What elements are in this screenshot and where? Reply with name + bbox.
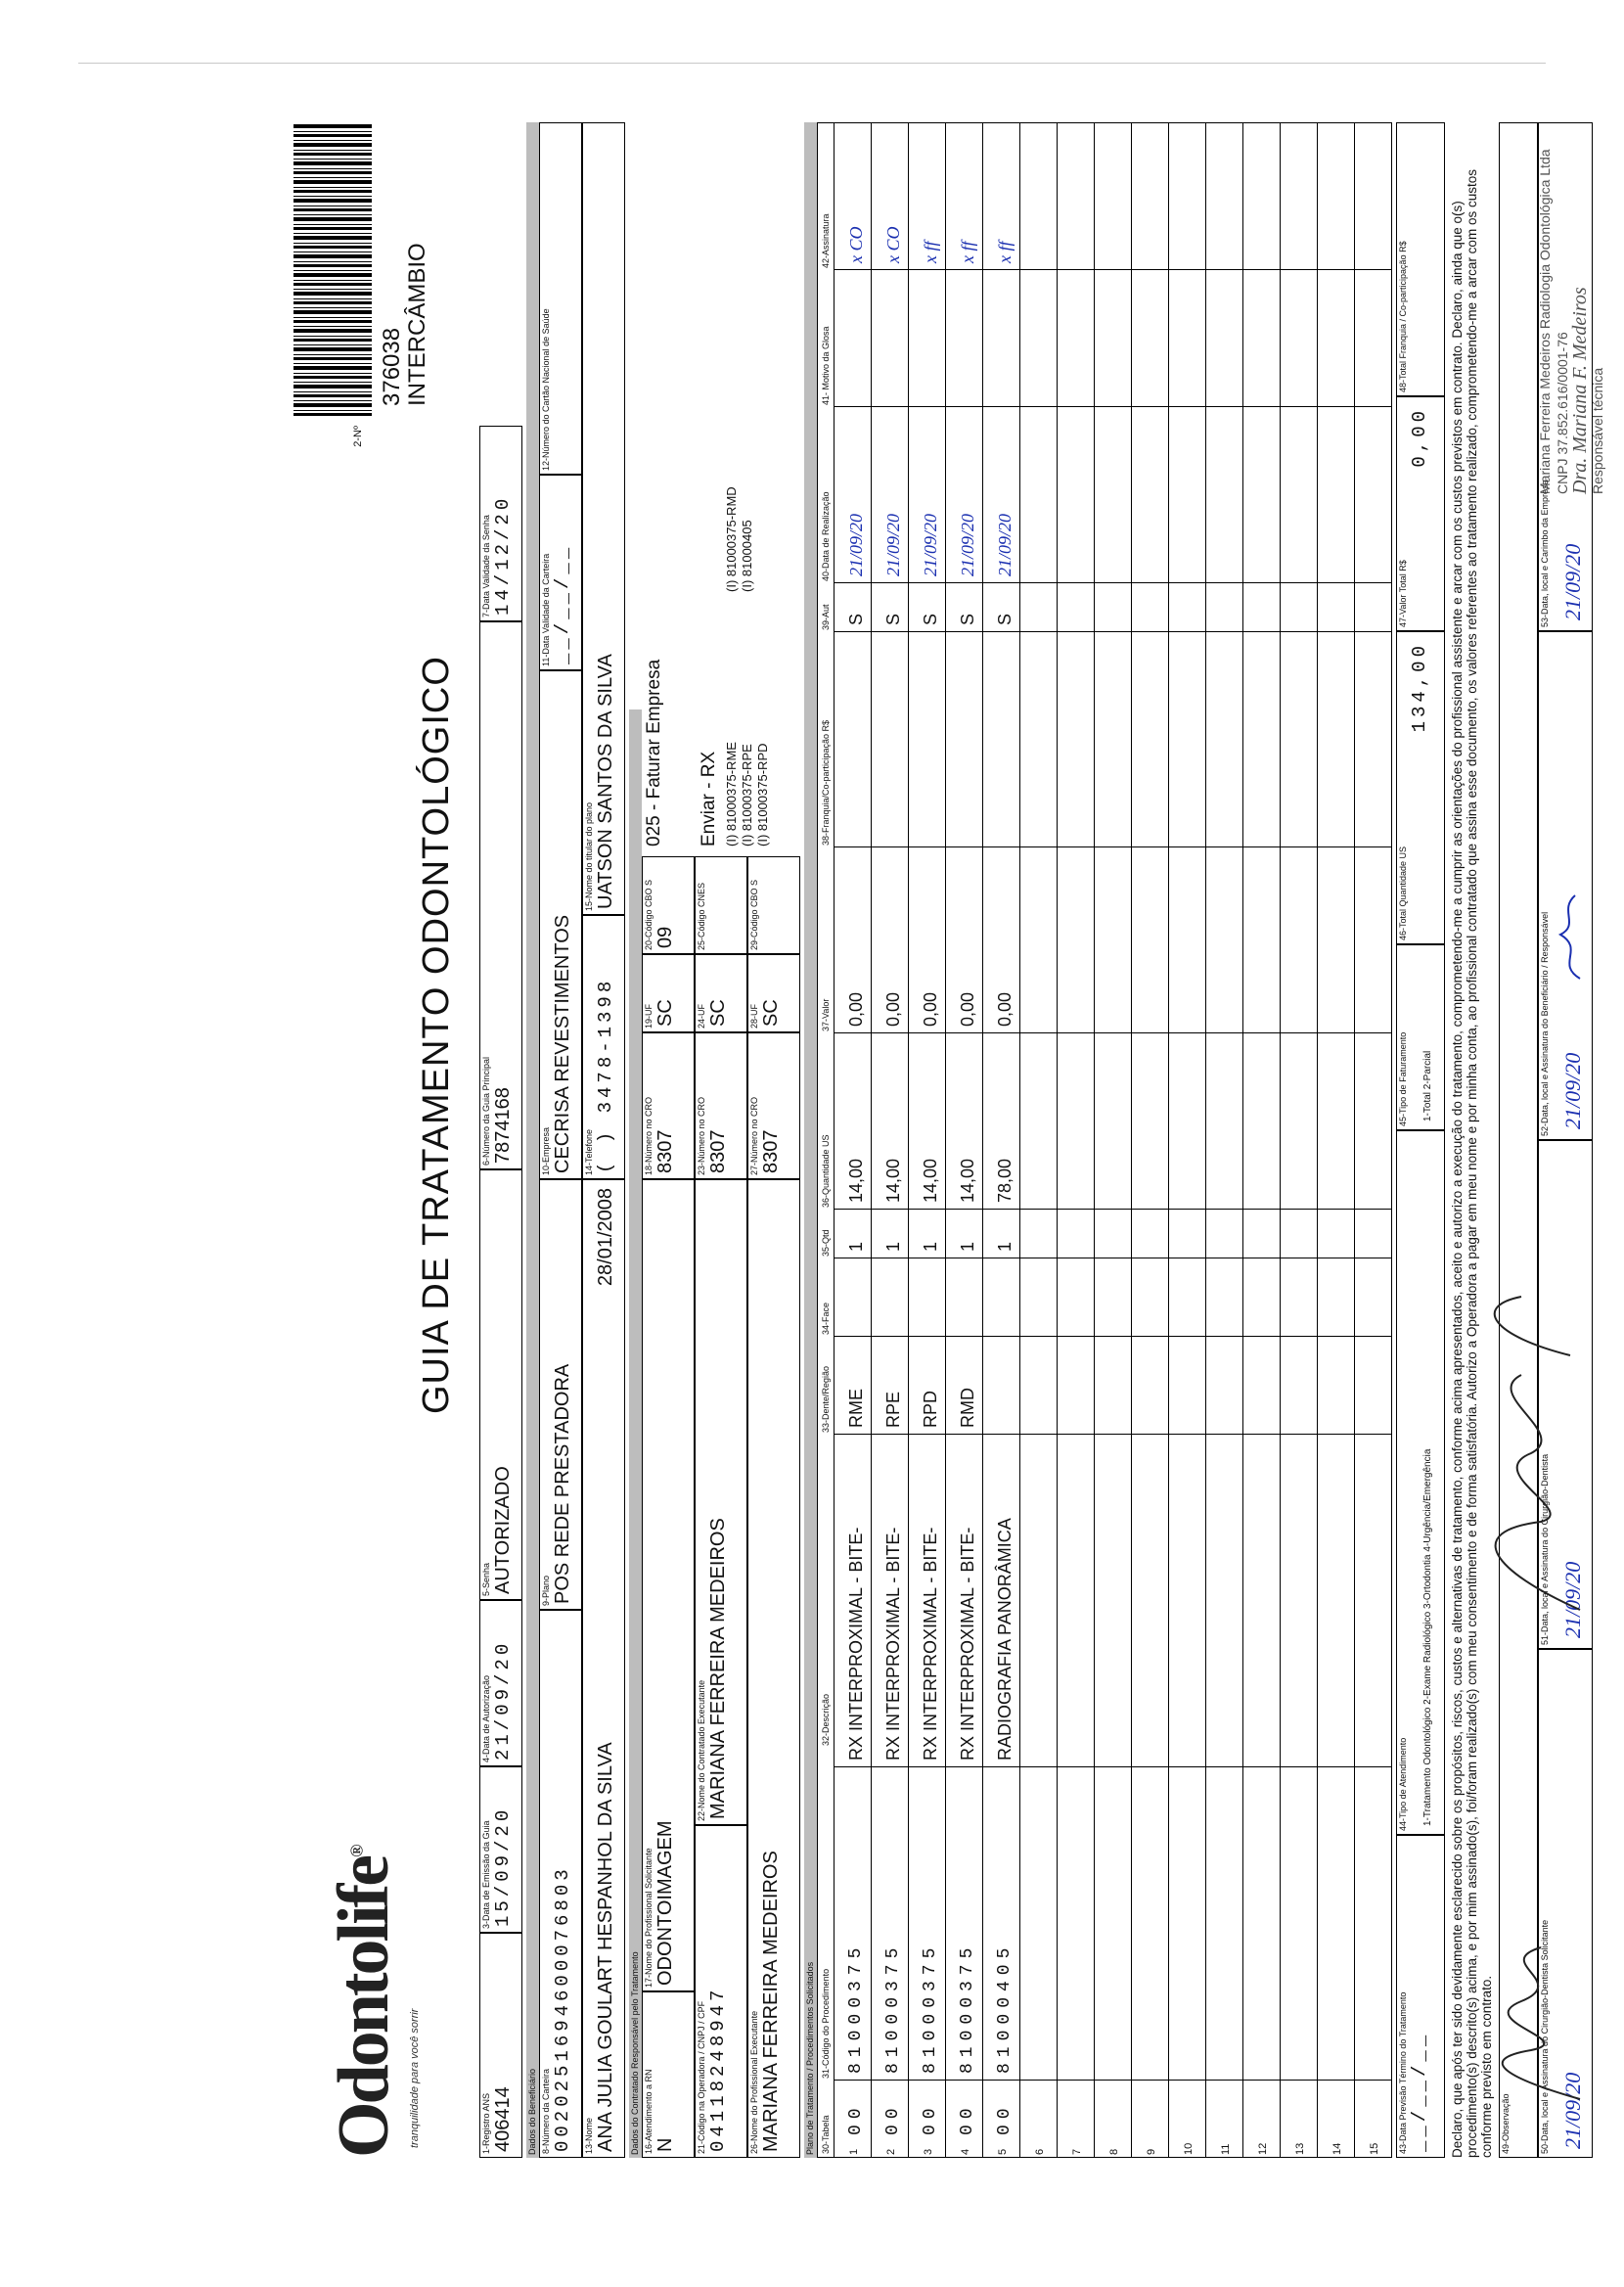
cell-glosa[interactable] bbox=[1206, 270, 1242, 407]
field-prof-exec[interactable]: 26-Nome do Profissional Executante MARIANA FERREIRA MEDEIROS bbox=[747, 1179, 800, 2158]
cell-franq[interactable] bbox=[1132, 632, 1168, 847]
handwritten-signature bbox=[1453, 1179, 1590, 2158]
cell-face[interactable] bbox=[1281, 1258, 1317, 1337]
faturar-note: 025 - Faturar Empresa bbox=[644, 659, 664, 846]
table-row bbox=[1318, 122, 1355, 2158]
cell-data[interactable] bbox=[1095, 407, 1131, 583]
row-number: 14 bbox=[1331, 2142, 1343, 2155]
cell-face[interactable] bbox=[909, 1258, 945, 1337]
cell-glosa[interactable] bbox=[1169, 270, 1205, 407]
cell-qtd[interactable]: 1 bbox=[909, 1210, 945, 1258]
cell-us[interactable]: 14,00 bbox=[909, 1033, 945, 1210]
cell-face[interactable] bbox=[983, 1258, 1019, 1337]
section-beneficiario: Dados do Beneficiário bbox=[526, 122, 539, 2158]
field-cbo-29[interactable]: 29-Código CBO S bbox=[747, 856, 800, 954]
cell-valor[interactable] bbox=[1020, 847, 1057, 1033]
cell-dente[interactable] bbox=[983, 1337, 1019, 1435]
field-plano[interactable]: 9-Plano POS REDE PRESTADORA bbox=[539, 1179, 582, 1610]
cell-tab[interactable] bbox=[1020, 2081, 1057, 2157]
field-previsao[interactable]: 43-Data Previsão Término do Tratamento __/__/__ bbox=[1396, 1835, 1445, 2158]
cell-franq[interactable] bbox=[946, 632, 982, 847]
cell-sig[interactable] bbox=[1020, 121, 1057, 270]
cell-sig[interactable]: x ff bbox=[946, 121, 982, 270]
cell-desc[interactable]: RX INTERPROXIMAL - BITE- bbox=[872, 1435, 908, 1767]
cell-data[interactable]: 21/09/20 bbox=[909, 407, 945, 583]
row-number: 13 bbox=[1294, 2142, 1306, 2155]
table-row bbox=[1243, 122, 1281, 2158]
form-title: GUIA DE TRATAMENTO ODONTOLÓGICO bbox=[416, 656, 457, 1414]
cell-sig[interactable] bbox=[1095, 121, 1131, 270]
cell-franq[interactable] bbox=[1281, 632, 1317, 847]
field-observacao[interactable]: 49-Observação bbox=[1499, 122, 1538, 2158]
cell-dente[interactable] bbox=[1020, 1337, 1057, 1435]
row-number: 10 bbox=[1183, 2142, 1195, 2155]
cell-aut[interactable] bbox=[1095, 583, 1131, 632]
cell-dente[interactable]: RPE bbox=[872, 1337, 908, 1435]
cell-qtd[interactable] bbox=[1020, 1210, 1057, 1258]
cell-data[interactable] bbox=[1318, 407, 1354, 583]
cell-valor[interactable] bbox=[1058, 847, 1094, 1033]
cell-face[interactable] bbox=[946, 1258, 982, 1337]
cell-franq[interactable] bbox=[872, 632, 908, 847]
brand-tagline: tranquilidade para você sorrir bbox=[409, 2008, 421, 2148]
cell-valor[interactable] bbox=[1243, 847, 1280, 1033]
cell-dente[interactable] bbox=[1206, 1337, 1242, 1435]
cell-face[interactable] bbox=[1243, 1258, 1280, 1337]
cell-franq[interactable] bbox=[1020, 632, 1057, 847]
cell-glosa[interactable] bbox=[983, 270, 1019, 407]
field-telefone[interactable]: 14-Telefone ( ) 3478-1398 bbox=[582, 915, 625, 1179]
procedure-codes bbox=[724, 592, 771, 846]
cell-glosa[interactable] bbox=[1132, 270, 1168, 407]
cell-data[interactable] bbox=[1169, 407, 1205, 583]
cell-tab[interactable]: 00 bbox=[846, 2102, 866, 2135]
table-row bbox=[1169, 122, 1206, 2158]
field-validade-senha[interactable]: 7-Data Validade da Senha 14/12/20 bbox=[479, 426, 522, 621]
cell-code[interactable] bbox=[1206, 1767, 1242, 2081]
cell-code[interactable] bbox=[1318, 1767, 1354, 2081]
cell-face[interactable] bbox=[1058, 1258, 1094, 1337]
cell-valor[interactable] bbox=[1318, 847, 1354, 1033]
sig-50[interactable]: 50-Data, local e Assinatura do Cirurgião-Dentista Solicitante 21/09/20 bbox=[1538, 1649, 1593, 2158]
field-contratado-exec[interactable]: 22-Nome do Contratado Executante MARIANA FERREIRA MEDEIROS bbox=[695, 1179, 747, 1825]
cell-desc[interactable] bbox=[1243, 1435, 1280, 1767]
row-number: 8 bbox=[1108, 2148, 1120, 2155]
cell-sig[interactable] bbox=[1318, 121, 1354, 270]
sig-52[interactable]: 52-Data, local e Assinatura do Beneficiário / Responsável 21/09/20 bbox=[1538, 631, 1593, 1140]
field-titular[interactable]: 15-Nome do titular do plano UATSON SANTOS DA SILVA bbox=[582, 122, 625, 915]
table-row bbox=[1020, 122, 1058, 2158]
table-header: 30-Tabela 31-Código do Procedimento 32-Descrição 33-Dente/Região 34-Face 35-Qtd 36-Quantidade US 37-Valor 38-Franquia/Co-participação R$ 39-Aut 40-Data de Realização 41- Motivo da Glosa 42-Assinatura bbox=[817, 122, 835, 2158]
cell-tab[interactable] bbox=[1132, 2081, 1168, 2157]
cell-code[interactable]: 81000375 bbox=[835, 1767, 871, 2081]
table-row bbox=[1132, 122, 1169, 2158]
field-tipo-faturamento[interactable]: 45-Tipo de Faturamento 1-Total 2-Parcial bbox=[1396, 944, 1445, 1130]
cell-desc[interactable] bbox=[1318, 1435, 1354, 1767]
section-plano: Plano de Tratamento / Procedimentos Solicitados bbox=[804, 122, 817, 2158]
cell-data[interactable]: 21/09/20 bbox=[946, 407, 982, 583]
cell-desc[interactable] bbox=[1132, 1435, 1168, 1767]
cell-code[interactable] bbox=[1281, 1767, 1317, 2081]
cell-us[interactable] bbox=[1095, 1033, 1131, 1210]
table-row bbox=[872, 122, 909, 2158]
cell-sig[interactable]: x CO bbox=[872, 121, 908, 270]
cell-code[interactable]: 81000375 bbox=[946, 1767, 982, 2081]
code-line: (I) 81000405 bbox=[740, 520, 754, 592]
cell-face[interactable] bbox=[1095, 1258, 1131, 1337]
cell-glosa[interactable] bbox=[946, 270, 982, 407]
row-number: 4 bbox=[960, 2148, 971, 2155]
cell-aut[interactable] bbox=[1206, 583, 1242, 632]
field-uf-19[interactable]: 19-UF SC bbox=[642, 954, 695, 1032]
table-row bbox=[1058, 122, 1095, 2158]
cell-data[interactable] bbox=[1355, 407, 1391, 583]
cell-sig[interactable] bbox=[1132, 121, 1168, 270]
cell-glosa[interactable] bbox=[1058, 270, 1094, 407]
field-valor-total[interactable]: 47-Valor Total R$ 0,00 bbox=[1396, 396, 1445, 631]
field-prof-solicitante[interactable]: 17-Nome do Profissional Solicitante ODONTOIMAGEM bbox=[642, 1179, 695, 1991]
cell-desc[interactable] bbox=[1058, 1435, 1094, 1767]
cell-face[interactable] bbox=[1206, 1258, 1242, 1337]
row-number: 9 bbox=[1146, 2148, 1157, 2155]
field-cod-operadora[interactable]: 21-Código na Operadora / CNPJ / CPF 04118248947 bbox=[695, 1825, 747, 2158]
field-data-emissao[interactable]: 3-Data de Emissão da Guia 15/09/20 bbox=[479, 1766, 522, 1933]
cell-qtd[interactable]: 1 bbox=[946, 1210, 982, 1258]
cell-code[interactable] bbox=[1095, 1767, 1131, 2081]
cell-desc[interactable]: RX INTERPROXIMAL - BITE- bbox=[835, 1435, 871, 1767]
field-data-autorizacao[interactable]: 4-Data de Autorização 21/09/20 bbox=[479, 1600, 522, 1766]
guide-type: INTERCÂMBIO bbox=[404, 243, 430, 406]
cell-dente[interactable]: RME bbox=[835, 1337, 871, 1435]
cell-desc[interactable]: RX INTERPROXIMAL - BITE- bbox=[909, 1435, 945, 1767]
cell-dente[interactable] bbox=[1132, 1337, 1168, 1435]
field-guia-principal[interactable]: 6-Número da Guia Principal 7874168 bbox=[479, 621, 522, 1169]
cell-data[interactable] bbox=[1281, 407, 1317, 583]
cell-aut[interactable] bbox=[1020, 583, 1057, 632]
cell-code[interactable] bbox=[1058, 1767, 1094, 2081]
cell-face[interactable] bbox=[1169, 1258, 1205, 1337]
cell-desc[interactable] bbox=[1206, 1435, 1242, 1767]
field-cro-18[interactable]: 18-Número no CRO 8307 bbox=[642, 1032, 695, 1179]
row-number: 15 bbox=[1369, 2142, 1380, 2155]
cell-glosa[interactable] bbox=[1355, 270, 1391, 407]
cell-aut[interactable]: S bbox=[983, 583, 1019, 632]
code-line: (I) 81000375-RPE bbox=[740, 744, 754, 846]
cell-tab[interactable] bbox=[1355, 2081, 1391, 2157]
cell-desc[interactable] bbox=[1020, 1435, 1057, 1767]
procedure-codes-2 bbox=[724, 396, 755, 592]
field-cro-27[interactable]: 27-Número no CRO 8307 bbox=[747, 1032, 800, 1179]
field-senha[interactable]: 5-Senha AUTORIZADO bbox=[479, 1169, 522, 1600]
cell-us[interactable] bbox=[1281, 1033, 1317, 1210]
cell-tab[interactable] bbox=[1058, 2081, 1094, 2157]
cell-dente[interactable] bbox=[1169, 1337, 1205, 1435]
cell-valor[interactable]: 0,00 bbox=[872, 847, 908, 1033]
cell-data[interactable]: 21/09/20 bbox=[983, 407, 1019, 583]
cell-face[interactable] bbox=[1132, 1258, 1168, 1337]
cell-glosa[interactable] bbox=[1281, 270, 1317, 407]
cell-qtd[interactable] bbox=[1132, 1210, 1168, 1258]
cell-us[interactable] bbox=[1169, 1033, 1205, 1210]
row-number: 6 bbox=[1034, 2148, 1046, 2155]
cell-us[interactable]: 14,00 bbox=[946, 1033, 982, 1210]
field-franquia-total[interactable]: 48-Total Franquia / Co-participação R$ bbox=[1396, 122, 1445, 396]
table-row bbox=[835, 122, 872, 2158]
cell-face[interactable] bbox=[1318, 1258, 1354, 1337]
cell-aut[interactable] bbox=[1169, 583, 1205, 632]
cell-qtd[interactable]: 1 bbox=[872, 1210, 908, 1258]
cell-franq[interactable] bbox=[1095, 632, 1131, 847]
cell-dente[interactable] bbox=[1095, 1337, 1131, 1435]
cell-tab[interactable] bbox=[1169, 2081, 1205, 2157]
cell-qtd[interactable] bbox=[1206, 1210, 1242, 1258]
cell-glosa[interactable] bbox=[835, 270, 871, 407]
cell-desc[interactable] bbox=[1095, 1435, 1131, 1767]
cell-data[interactable]: 21/09/20 bbox=[835, 407, 871, 583]
cell-tab[interactable] bbox=[1095, 2081, 1131, 2157]
cell-qtd[interactable] bbox=[1318, 1210, 1354, 1258]
cell-aut[interactable] bbox=[1243, 583, 1280, 632]
cell-face[interactable] bbox=[1355, 1258, 1391, 1337]
cell-sig[interactable]: x ff bbox=[909, 121, 945, 270]
cell-qtd[interactable] bbox=[1058, 1210, 1094, 1258]
cell-sig[interactable] bbox=[1243, 121, 1280, 270]
table-row bbox=[1206, 122, 1243, 2158]
cell-us[interactable] bbox=[1132, 1033, 1168, 1210]
cell-sig[interactable]: x CO bbox=[835, 121, 871, 270]
code-line: (I) 81000375-RMD bbox=[724, 486, 739, 592]
field-cbo-20[interactable]: 20-Código CBO S 09 bbox=[642, 856, 695, 954]
cell-franq[interactable] bbox=[1355, 632, 1391, 847]
cell-tab[interactable] bbox=[1318, 2081, 1354, 2157]
sig-53[interactable]: 53-Data, local e Carimbo da Empresa 21/09/20 bbox=[1538, 122, 1593, 631]
cell-data[interactable] bbox=[1132, 407, 1168, 583]
cell-code[interactable]: 81000375 bbox=[872, 1767, 908, 2081]
cell-desc[interactable]: RADIOGRAFIA PANORÂMICA bbox=[983, 1435, 1019, 1767]
cell-code[interactable] bbox=[1020, 1767, 1057, 2081]
cell-us[interactable] bbox=[1058, 1033, 1094, 1210]
field-registro-ans[interactable]: 1-Registro ANS 406414 bbox=[479, 1933, 522, 2158]
cell-valor[interactable]: 0,00 bbox=[909, 847, 945, 1033]
enviar-note: Enviar - RX bbox=[699, 751, 719, 846]
cell-tab[interactable] bbox=[1206, 2081, 1242, 2157]
cell-valor[interactable] bbox=[1355, 847, 1391, 1033]
cell-glosa[interactable] bbox=[1318, 270, 1354, 407]
cell-sig[interactable] bbox=[1281, 121, 1317, 270]
cell-us[interactable] bbox=[1355, 1033, 1391, 1210]
cell-qtd[interactable] bbox=[1243, 1210, 1280, 1258]
cell-franq[interactable] bbox=[1243, 632, 1280, 847]
cell-dente[interactable] bbox=[1243, 1337, 1280, 1435]
field-numero-carteira[interactable]: 8-Número da Carteira 0020251694600076803 bbox=[539, 1610, 582, 2158]
cell-tab[interactable] bbox=[1243, 2081, 1280, 2157]
cell-dente[interactable]: RPD bbox=[909, 1337, 945, 1435]
table-row bbox=[946, 122, 983, 2158]
cell-sig[interactable] bbox=[1169, 121, 1205, 270]
cell-aut[interactable]: S bbox=[835, 583, 871, 632]
cell-dente[interactable] bbox=[1318, 1337, 1354, 1435]
table-row bbox=[1095, 122, 1132, 2158]
cell-tab[interactable]: 00 bbox=[995, 2102, 1015, 2135]
row-number: 7 bbox=[1071, 2148, 1083, 2155]
code-line: (I) 81000375-RPD bbox=[755, 743, 770, 846]
field-atendimento-rn[interactable]: 16-Atendimento a RN N bbox=[642, 1991, 695, 2158]
cell-aut[interactable] bbox=[1058, 583, 1094, 632]
table-row bbox=[983, 122, 1020, 2158]
cell-code[interactable] bbox=[1355, 1767, 1391, 2081]
cell-valor[interactable] bbox=[1095, 847, 1131, 1033]
cell-data[interactable] bbox=[1058, 407, 1094, 583]
field-empresa[interactable]: 10-Empresa CECRISA REVESTIMENTOS bbox=[539, 670, 582, 1179]
cell-valor[interactable]: 0,00 bbox=[835, 847, 871, 1033]
cell-face[interactable] bbox=[835, 1258, 871, 1337]
field-tipo-atendimento[interactable]: 44-Tipo de Atendimento 1-Tratamento Odontológico 2-Exame Radiológico 3-Ortodontia 4-Urgência/Emergência bbox=[1396, 1130, 1445, 1835]
cell-franq[interactable] bbox=[1169, 632, 1205, 847]
cell-franq[interactable] bbox=[909, 632, 945, 847]
cell-qtd[interactable]: 1 bbox=[983, 1210, 1019, 1258]
cell-qtd[interactable]: 1 bbox=[835, 1210, 871, 1258]
cell-franq[interactable] bbox=[1206, 632, 1242, 847]
cell-code[interactable] bbox=[1132, 1767, 1168, 2081]
cell-dente[interactable] bbox=[1058, 1337, 1094, 1435]
cell-tab[interactable]: 00 bbox=[883, 2102, 903, 2135]
cell-franq[interactable] bbox=[1058, 632, 1094, 847]
cell-code[interactable] bbox=[1169, 1767, 1205, 2081]
barcode bbox=[293, 122, 372, 416]
cell-valor[interactable] bbox=[1281, 847, 1317, 1033]
cell-aut[interactable]: S bbox=[909, 583, 945, 632]
cell-face[interactable] bbox=[1020, 1258, 1057, 1337]
cell-data[interactable]: 21/09/20 bbox=[872, 407, 908, 583]
cell-us[interactable]: 78,00 bbox=[983, 1033, 1019, 1210]
declaration-text: Declaro, que após ter sido devidamente esclarecido sobre os propósitos, riscos, custos e alternativas de tratamento, conforme acima apresentados, aceito e autorizo a execução do tratamento, comprometendo-me a cumprir as orientações do profissional assistente e arcar com os custos previstos em contrato. Declaro, ainda que o(s) procedimento(s) descrito(s) acima, e por mim assinado(s), foi/foram realizado(s) com meu consentimento e de forma satisfatória. Autorizo a Operadora a pagar em meu nome e por minha conta, ao profissional contratado que assina esse documento, os valores referentes ao tratamento realizado, comprometendo-me a arcar com os custos conforme previsto em contrato. bbox=[1450, 169, 1494, 2158]
row-number: 12 bbox=[1257, 2142, 1269, 2155]
cell-sig[interactable] bbox=[1355, 121, 1391, 270]
field-total-us[interactable]: 46-Total Quantidade US 134,00 bbox=[1396, 631, 1445, 944]
cell-us[interactable] bbox=[1243, 1033, 1280, 1210]
cell-franq[interactable] bbox=[835, 632, 871, 847]
beneficiary-signature bbox=[1551, 886, 1590, 983]
cell-qtd[interactable] bbox=[1355, 1210, 1391, 1258]
cell-tab[interactable]: 00 bbox=[958, 2102, 977, 2135]
row-number: 3 bbox=[923, 2148, 934, 2155]
cell-data[interactable] bbox=[1243, 407, 1280, 583]
table-row bbox=[909, 122, 946, 2158]
cell-glosa[interactable] bbox=[872, 270, 908, 407]
field-validade-carteira[interactable]: 11-Data Validade da Carteira __/__/__ bbox=[539, 475, 582, 670]
cell-aut[interactable] bbox=[1318, 583, 1354, 632]
cell-valor[interactable] bbox=[1206, 847, 1242, 1033]
cell-valor[interactable]: 0,00 bbox=[983, 847, 1019, 1033]
cell-us[interactable] bbox=[1318, 1033, 1354, 1210]
row-number: 2 bbox=[885, 2148, 897, 2155]
cell-qtd[interactable] bbox=[1169, 1210, 1205, 1258]
field-cartao-nacional[interactable]: 12-Número do Cartão Nacional de Saúde bbox=[539, 122, 582, 475]
cell-us[interactable] bbox=[1206, 1033, 1242, 1210]
cell-sig[interactable] bbox=[1058, 121, 1094, 270]
cell-valor[interactable]: 0,00 bbox=[946, 847, 982, 1033]
cell-us[interactable]: 14,00 bbox=[872, 1033, 908, 1210]
field-cnes[interactable]: 25-Código CNES bbox=[695, 856, 747, 954]
cell-aut[interactable] bbox=[1355, 583, 1391, 632]
guide-number-block bbox=[380, 243, 430, 406]
field-cro-23[interactable]: 23-Número no CRO 8307 bbox=[695, 1032, 747, 1179]
rotated-form bbox=[293, 122, 1605, 2158]
cell-dente[interactable] bbox=[1355, 1337, 1391, 1435]
birth-date: 28/01/2008 bbox=[595, 1188, 616, 1287]
row-number: 11 bbox=[1220, 2143, 1232, 2155]
cell-qtd[interactable] bbox=[1095, 1210, 1131, 1258]
cell-dente[interactable]: RMD bbox=[946, 1337, 982, 1435]
cell-us[interactable]: 14,00 bbox=[835, 1033, 871, 1210]
cell-tab[interactable] bbox=[1281, 2081, 1317, 2157]
cell-sig[interactable] bbox=[1206, 121, 1242, 270]
cell-code[interactable] bbox=[1243, 1767, 1280, 2081]
cell-qtd[interactable] bbox=[1281, 1210, 1317, 1258]
sig-51[interactable]: 51-Data, local e Assinatura do Cirurgião-Dentista 21/09/20 bbox=[1538, 1140, 1593, 1649]
cell-franq[interactable] bbox=[1318, 632, 1354, 847]
field-nome[interactable]: 13-Nome ANA JULIA GOULART HESPANHOL DA SILVA 28/01/2008 bbox=[582, 1179, 625, 2158]
guide-number-label: 2-Nº bbox=[352, 426, 364, 447]
cell-data[interactable] bbox=[1206, 407, 1242, 583]
cell-code[interactable]: 81000375 bbox=[909, 1767, 945, 2081]
cell-aut[interactable]: S bbox=[946, 583, 982, 632]
guide-number: 376038 bbox=[379, 327, 405, 406]
cell-data[interactable] bbox=[1020, 407, 1057, 583]
cell-desc[interactable]: RX INTERPROXIMAL - BITE- bbox=[946, 1435, 982, 1767]
cell-glosa[interactable] bbox=[909, 270, 945, 407]
cell-glosa[interactable] bbox=[1095, 270, 1131, 407]
cell-valor[interactable] bbox=[1169, 847, 1205, 1033]
cell-franq[interactable] bbox=[983, 632, 1019, 847]
company-stamp: Mariana Ferreira Medeiros Radiologia Odontológica Ltda CNPJ 37.852.616/0001-76 Dra. Mariana F. Medeiros Responsável técnica bbox=[1537, 149, 1605, 494]
page-top-rule bbox=[78, 63, 1546, 64]
cell-desc[interactable] bbox=[1169, 1435, 1205, 1767]
field-uf-28[interactable]: 28-UF SC bbox=[747, 954, 800, 1032]
cell-us[interactable] bbox=[1020, 1033, 1057, 1210]
cell-aut[interactable] bbox=[1132, 583, 1168, 632]
row-number: 5 bbox=[997, 2148, 1009, 2155]
cell-glosa[interactable] bbox=[1020, 270, 1057, 407]
code-line: (I) 81000375-RME bbox=[724, 742, 739, 846]
cell-aut[interactable]: S bbox=[872, 583, 908, 632]
section-contratado: Dados do Contratado Responsável pelo Tratamento bbox=[629, 709, 642, 2158]
cell-desc[interactable] bbox=[1281, 1435, 1317, 1767]
cell-valor[interactable] bbox=[1132, 847, 1168, 1033]
brand-logo: Odontolife® bbox=[324, 1847, 404, 2158]
table-row bbox=[1355, 122, 1392, 2158]
field-uf-24[interactable]: 24-UF SC bbox=[695, 954, 747, 1032]
cell-sig[interactable]: x ff bbox=[983, 121, 1019, 270]
row-number: 1 bbox=[848, 2148, 860, 2155]
cell-face[interactable] bbox=[872, 1258, 908, 1337]
cell-glosa[interactable] bbox=[1243, 270, 1280, 407]
cell-aut[interactable] bbox=[1281, 583, 1317, 632]
cell-dente[interactable] bbox=[1281, 1337, 1317, 1435]
table-row bbox=[1281, 122, 1318, 2158]
cell-code[interactable]: 81000405 bbox=[983, 1767, 1019, 2081]
cell-tab[interactable]: 00 bbox=[921, 2102, 940, 2135]
cell-desc[interactable] bbox=[1355, 1435, 1391, 1767]
